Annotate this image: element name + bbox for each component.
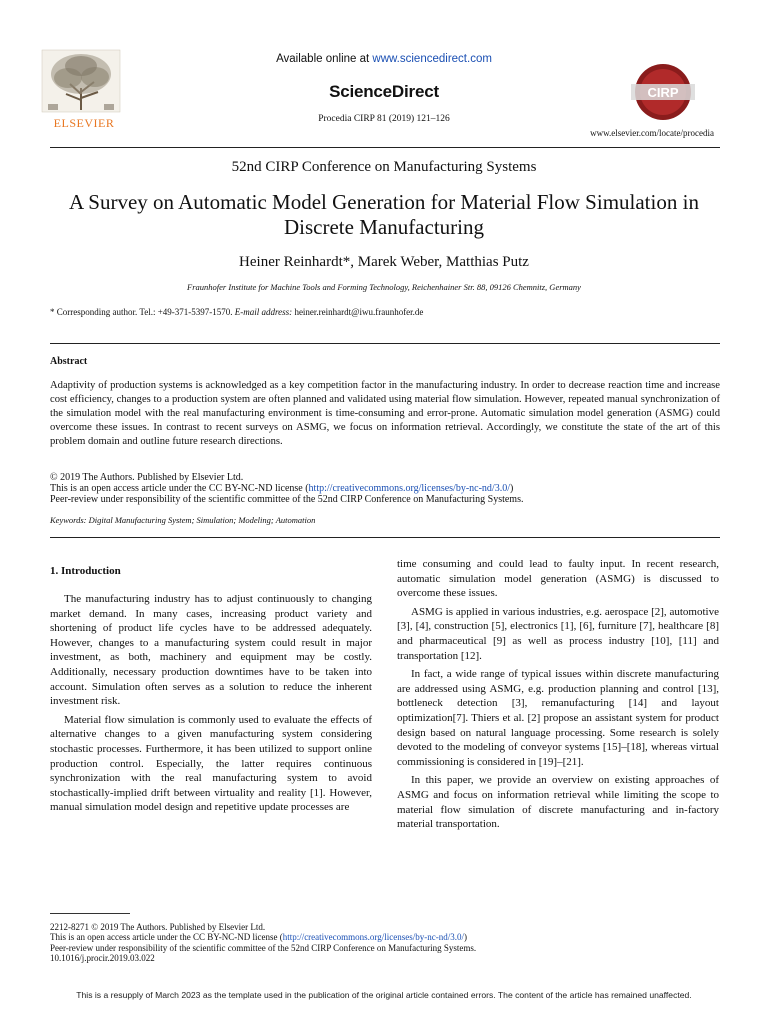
sciencedirect-brand: ScienceDirect [329, 82, 439, 101]
corresponding-prefix: * Corresponding author. Tel.: +49-371-5397-1570. [50, 307, 235, 317]
right-column [397, 557, 719, 836]
proceedings-citation: Procedia CIRP 81 (2019) 121–126 [318, 114, 450, 124]
resupply-note: This is a resupply of March 2023 as the template used in the publication of the original article contained errors. The content of the article has remained unaffected. [76, 990, 692, 1000]
keywords [50, 515, 315, 525]
cirp-logo [625, 62, 701, 122]
abstract-license-link[interactable]: http://creativecommons.org/licenses/by-nc-nd/3.0/ [308, 483, 510, 494]
corresponding-author [50, 307, 423, 317]
available-online-prefix: Available online at [276, 53, 373, 65]
keywords-list: Digital Manufacturing System; Simulation; Modeling; Automation [86, 515, 316, 525]
header-rule [50, 147, 720, 148]
paragraph: Material flow simulation is commonly used to evaluate the effects of alternative changes to a given manufacturing system considering stochastic processes. Furthermore, it has been utilized to support online production control. Especially, the latter requires continuous synchronization with the real manufacturing system to avoid stochastically-implied drift between virtuality and reality [1]. However, manual simulation model design and repetitive update processes are [50, 713, 372, 814]
paragraph: In fact, a wide range of typical issues within discrete manufacturing are addressed using ASMG, e.g. production planning and control [13], bottleneck detection [3], remanufacturing [14] and layout optimization[7]. Thiers et al. [2] propose an assistant system for product design based on natural language processing. Some research is solely devoted to the modeling of conveyor systems [15]–[18], whereas virtual commissioning is considered in [19]–[21]. [397, 668, 719, 768]
paragraph: time consuming and could lead to faulty input. In recent research, automatic simulation model generation (ASMG) is discussed to overcome these issues. [397, 558, 719, 600]
paragraph: The manufacturing industry has to adjust continuously to changing market demand. In many cases, increasing product variety and shortening of product life cycles have to be addressed adequately. However, changes to a manufacturing system could result in major investment, as both, machinery and equipment may be costly. Additionally, necessary production downtimes have to be taken into account. Simulation often serves as a solution to reduce the inherent investment risk. [50, 593, 372, 708]
footer-block [50, 922, 720, 964]
abstract-heading: Abstract [50, 356, 88, 367]
paper-title: A Survey on Automatic Model Generation for Material Flow Simulation in Discrete Manufacturing [69, 190, 699, 239]
abstract-license-prefix: This is an open access article under the CC BY-NC-ND license ( [50, 483, 309, 494]
cirp-logo-text: CIRP [647, 85, 679, 100]
footer-doi[interactable]: 10.1016/j.procir.2019.03.022 [50, 953, 155, 964]
paragraph: ASMG is applied in various industries, e.g. aerospace [2], automotive [3], [4], construction [5], electronics [1], [6], furniture [7], healthcare [8] and pharmaceutical [9] as well as process industry [10], [11] and transportation [12]. [397, 605, 719, 662]
section-heading-introduction: 1. Introduction [50, 565, 121, 577]
author-affiliation: Fraunhofer Institute for Machine Tools and Forming Technology, Reichenhainer Str. 88, 09126 Chemnitz, Germany [187, 282, 581, 292]
footnote-rule [50, 913, 130, 914]
footer-peer-review: Peer-review under responsibility of the scientific committee of the 52nd CIRP Conference on Manufacturing Systems. [50, 942, 477, 953]
paper-authors: Heiner Reinhardt*, Marek Weber, Matthias Putz [239, 254, 529, 270]
email-label: E-mail address: [234, 307, 293, 317]
abstract-text: Adaptivity of production systems is acknowledged as a key competition factor in the manufacturing industry. In order to decrease reaction time and increase cost efficiency, changes to a production system are often planned and validated using material flow simulation. However, repeated manual synchronization of the simulation model with the real manufacturing environment is time-consuming and error-prone. Automatic simulation model generation (ASMG) could overcome these issues. In contrast to recent surveys on ASMG, we focus on information retrieval. Accordingly, we constitute the state of the art of this problem domain and outline future research directions. [50, 380, 720, 447]
corresponding-email[interactable]: heiner.reinhardt@iwu.fraunhofer.de [292, 307, 424, 317]
footer-license-suffix: ) [463, 932, 467, 943]
conference-name: 52nd CIRP Conference on Manufacturing Systems [231, 159, 537, 175]
paragraph: In this paper, we provide an overview on existing approaches of ASMG and focus on information retrieval while limiting the scope to material flow simulation of discrete manufacturing and in-factory material transportation. [397, 774, 719, 831]
abstract-copyright: © 2019 The Authors. Published by Elsevier Ltd. [50, 472, 244, 483]
footer-license-prefix: This is an open access article under the CC BY-NC-ND license ( [50, 932, 283, 943]
abstract-license [50, 483, 720, 494]
sciencedirect-link[interactable]: www.sciencedirect.com [372, 53, 492, 65]
abstract-top-rule [50, 343, 720, 344]
footer-license [50, 932, 720, 942]
keywords-label: Keywords: [50, 515, 87, 525]
elsevier-wordmark: ELSEVIER [53, 116, 115, 130]
abstract-copyright-block [50, 472, 720, 505]
abstract-license-suffix: ) [509, 483, 514, 494]
left-column [50, 592, 372, 819]
abstract-bottom-rule [50, 537, 720, 538]
footer-issn: 2212-8271 © 2019 The Authors. Published by Elsevier Ltd. [50, 922, 266, 932]
journal-url[interactable]: www.elsevier.com/locate/procedia [590, 128, 714, 138]
footer-license-link[interactable]: http://creativecommons.org/licenses/by-nc-nd/3.0/ [282, 932, 464, 943]
abstract-peer-review: Peer-review under responsibility of the scientific committee of the 52nd CIRP Conference on Manufacturing Systems. [50, 494, 524, 505]
